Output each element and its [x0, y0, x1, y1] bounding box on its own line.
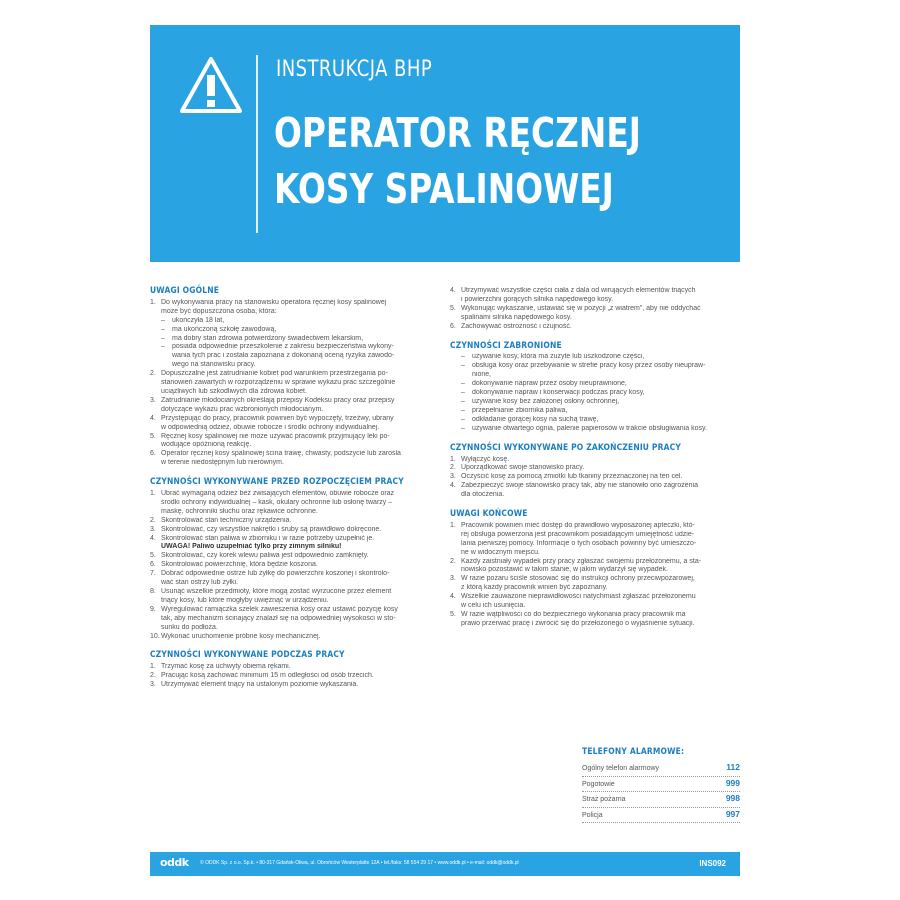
- item-dash: –: [461, 415, 465, 423]
- sub-item: [150, 326, 440, 335]
- warning-triangle-icon: [178, 55, 244, 115]
- item-text: Wykonać uruchomienie próbne kosy mechanicznej.: [161, 632, 321, 640]
- item-text: W razie pożaru ściśle stosować się do instrukcji ochrony przeciwpożarowej,: [461, 575, 695, 583]
- sub-item: [150, 317, 440, 326]
- item-text: może być dopuszczona osoba, która:: [161, 307, 277, 315]
- list-item: [450, 287, 740, 296]
- sub-item-continuation: [150, 352, 440, 361]
- item-number: 8.: [150, 588, 156, 595]
- item-text: w celu ich usunięcia.: [461, 602, 526, 610]
- item-number: 2.: [150, 516, 156, 524]
- list-item: [150, 663, 440, 672]
- phone-label: Policja: [582, 811, 603, 819]
- list-item: [150, 588, 440, 597]
- phone-row: [582, 777, 740, 793]
- section-uwagi-ogolne: [150, 287, 440, 468]
- item-text: Operator ręcznej kosy spalinowej ścina trawę, chwasty, podszycie lub zarośla: [161, 450, 401, 458]
- item-text: Trzymać kosę za uchwyty obiema rękami.: [161, 663, 291, 671]
- item-text: Skontrolować, czy korek wlewu paliwa jest odpowiednio zamknięty.: [161, 552, 369, 560]
- section-heading: UWAGI KOŃCOWE: [450, 509, 528, 520]
- title-line-2: KOSY SPALINOWEJ: [274, 165, 614, 213]
- item-text: z którą każdy pracownik winien być zapoznany.: [461, 584, 608, 592]
- section-podczas-pracy: [150, 651, 440, 690]
- footer-contact: © ODDK Sp. z o.o. Sp.k. • 80-317 Gdańsk-Oliwa, ul. Obrońców Westerplatte 12A • tel./faks: 58 554 29 17 • www.oddk.pl • e-mail: oddk@oddk.pl: [200, 860, 519, 866]
- item-text: dokonywanie napraw i konserwacji podczas pracy kosy,: [472, 389, 645, 397]
- item-text: Zabezpieczyć swoje stanowisko pracy tak, aby nie stanowiło ono zagrożenia: [461, 482, 698, 490]
- item-number: 3.: [150, 525, 156, 533]
- header-divider: [256, 55, 258, 233]
- item-text: stanowień zawartych w rozporządzeniu w sprawie wykazu prac szczególnie: [161, 379, 396, 387]
- item-dash: –: [461, 424, 465, 432]
- item-text: prawo przerwać pracę i zwrócić się do przełożonego o wyjaśnienie sytuacji.: [461, 619, 695, 627]
- warning-note: [150, 543, 440, 552]
- sub-item: [450, 398, 740, 407]
- item-number: 2.: [150, 672, 156, 680]
- document-code: INS092: [699, 859, 726, 868]
- item-continuation: [150, 499, 440, 508]
- item-number: 1.: [450, 455, 456, 463]
- item-continuation: [150, 579, 440, 588]
- item-dash: –: [461, 397, 465, 405]
- list-item: [450, 558, 740, 567]
- item-text: Pracując kosą zachować minimum 15 m odległości od osób trzecich.: [161, 672, 374, 680]
- item-text: Wyregulować ramiączka szelek zawieszenia kosy oraz ustawić pozycję kosy: [161, 605, 398, 613]
- sub-item: [450, 353, 740, 362]
- item-text: dotyczące wykazu prac wzbronionych młodocianym.: [161, 405, 324, 413]
- item-continuation: [450, 566, 740, 575]
- item-text: Utrzymywać wszystkie części ciała z dala od wirujących elementów tnących: [461, 287, 696, 294]
- sub-item: [450, 416, 740, 425]
- sub-item: [450, 425, 740, 434]
- item-continuation: [150, 597, 440, 606]
- list-item: [150, 633, 440, 642]
- item-continuation: [450, 549, 740, 558]
- phone-number: 999: [725, 777, 740, 788]
- item-text: rej obsługa powierzona jest pracownikom posiadającym umiejętność udzie-: [461, 530, 695, 538]
- sub-item-continuation: [150, 361, 440, 370]
- item-number: 3.: [150, 681, 156, 689]
- item-number: 4.: [450, 287, 456, 294]
- item-text: używanie otwartego ognia, palenie papierosów w trakcie obsługiwania kosy.: [472, 424, 707, 432]
- list-item: [450, 611, 740, 620]
- item-text: lania pierwszej pomocy. Informacje o tych osobach powinny być umieszczo-: [461, 539, 697, 547]
- section-uwagi-koncowe: [450, 510, 740, 629]
- item-number: 5.: [150, 552, 156, 560]
- phone-number: 998: [725, 793, 740, 803]
- item-text: Usunąć wszelkie przedmioty, które mogą zostać wyrzucone przez element: [161, 588, 392, 595]
- left-column: [150, 287, 440, 700]
- item-continuation: [450, 296, 740, 305]
- sub-item: [150, 343, 440, 352]
- list-item: [150, 561, 440, 570]
- phone-number: 997: [725, 808, 740, 819]
- item-dash: –: [461, 362, 465, 370]
- item-text: Przystępując do pracy, pracownik powinien być wypoczęty, trzeźwy, ubrany: [161, 414, 394, 422]
- item-dash: –: [161, 343, 165, 351]
- sub-item: [450, 407, 740, 416]
- list-item: [150, 672, 440, 681]
- phone-row: [582, 761, 740, 777]
- item-text: przepełnianie zbiornika paliwa,: [472, 406, 568, 414]
- list-item: [150, 535, 440, 544]
- list-item: [450, 456, 740, 465]
- section-heading: UWAGI OGÓLNE: [150, 286, 220, 296]
- phone-label: Ogólny telefon alarmowy: [582, 765, 660, 772]
- item-continuation: [450, 314, 740, 323]
- list-item: [450, 464, 740, 473]
- item-number: 4.: [450, 482, 456, 490]
- item-text: ne w widocznym miejscu.: [461, 548, 540, 556]
- document-type: INSTRUKCJA BHP: [276, 57, 433, 82]
- item-dash: –: [161, 325, 165, 333]
- list-item: [150, 450, 440, 459]
- sub-item: [450, 362, 740, 371]
- item-number: 2.: [450, 557, 456, 565]
- item-text: maskę, ochronniki słuchu oraz rękawice ochronne.: [161, 507, 318, 515]
- item-continuation: [450, 620, 740, 629]
- list-item: [150, 370, 440, 379]
- item-text: Do wykonywania pracy na stanowisku operatora ręcznej kosy spalinowej: [161, 298, 387, 306]
- list-item: [450, 305, 740, 314]
- list-item: [150, 570, 440, 579]
- list-item: [150, 397, 440, 406]
- item-number: 5.: [450, 611, 456, 618]
- item-continuation: [150, 406, 440, 415]
- phone-number: 112: [726, 762, 740, 772]
- company-logo: oddk: [160, 856, 189, 869]
- item-dash: –: [161, 334, 165, 342]
- item-text: wego na stanowisku pracy.: [172, 361, 256, 369]
- item-number: 4.: [150, 414, 156, 422]
- list-item: [150, 517, 440, 526]
- list-item: [450, 323, 740, 332]
- item-number: 5.: [150, 432, 156, 440]
- item-continuation: [450, 491, 740, 500]
- item-text: w odpowiednią odzież, obuwie robocze i środki ochrony indywidualnej.: [161, 423, 380, 431]
- item-text: Uporządkować swoje stanowisko pracy.: [461, 464, 585, 472]
- section-po-pracy: [450, 444, 740, 500]
- item-text: Dopuszczalne jest zatrudnianie kobiet pod warunkiem przestrzegania po-: [161, 370, 388, 378]
- item-dash: –: [461, 406, 465, 414]
- item-continuation: [150, 508, 440, 517]
- item-text: w terenie niedostępnym lub nierównym.: [161, 459, 284, 467]
- item-continuation: [150, 424, 440, 433]
- item-continuation: [450, 540, 740, 549]
- item-number: 1.: [150, 298, 156, 306]
- item-text: Zachowywać ostrożność i czujność.: [461, 322, 572, 330]
- item-text: W razie wątpliwości co do bezpiecznego wykonania pracy pracownik ma: [461, 611, 686, 618]
- emergency-phones: [582, 747, 740, 823]
- item-text: ma dobry stan zdrowia potwierdzony świadectwem lekarskim,: [172, 334, 364, 342]
- sub-item: [450, 389, 740, 398]
- list-item: [450, 482, 740, 491]
- item-text: Dobrać odpowiednie ostrze lub żyłkę do powierzchni koszonej i skontrolo-: [161, 570, 390, 578]
- list-item: [150, 433, 440, 442]
- item-text: używanie kosy, która ma zużyte lub uszkodzone części,: [472, 353, 645, 361]
- item-text: ukończyła 18 lat,: [172, 316, 225, 324]
- item-text: ma ukończoną szkołę zawodową,: [172, 325, 277, 333]
- section-heading: CZYNNOŚCI WYKONYWANE PODCZAS PRACY: [150, 650, 345, 661]
- item-number: 1.: [150, 663, 156, 671]
- item-continuation: [150, 308, 440, 317]
- item-text: Zatrudnianie młodocianych określają przepisy Kodeksu pracy oraz przepisy: [161, 396, 395, 404]
- phone-label: Pogotowie: [582, 780, 615, 788]
- item-number: 4.: [450, 593, 456, 601]
- phone-label: Straż pożarna: [582, 796, 626, 803]
- item-text: Utrzymywać element tnący na ustalonym poziomie wykaszania.: [161, 681, 359, 689]
- item-text: Pracownik powinien mieć dostęp do prawidłowo wyposażonej apteczki, któ-: [461, 521, 695, 529]
- section-zabronione: [450, 342, 740, 434]
- list-item: [150, 526, 440, 535]
- section-przed-praca: [150, 478, 440, 641]
- list-item: [150, 681, 440, 690]
- item-dash: –: [161, 316, 165, 324]
- sub-item: [150, 335, 440, 344]
- item-text: Wykonując wykaszanie, ustawiać się w pozycji „z wiatrem”, aby nie oddychać: [461, 304, 701, 312]
- item-text: Skontrolować, czy wszystkie nakrętki i śruby są prawidłowo dokręcone.: [161, 525, 382, 533]
- item-continuation: [150, 624, 440, 633]
- item-text: tnący kosy, lub które mogłyby uwięznąć w urządzeniu.: [161, 596, 329, 604]
- list-item: [150, 299, 440, 308]
- item-continuation: [150, 379, 440, 388]
- phones-heading: TELEFONY ALARMOWE:: [582, 747, 685, 757]
- title-line-1: OPERATOR RĘCZNEJ: [274, 109, 641, 157]
- item-text: Skontrolować powierzchnię, która będzie koszona.: [161, 561, 318, 569]
- item-number: 3.: [450, 473, 456, 481]
- item-text: Wszelkie zauważone nieprawidłowości natychmiast zgłaszać przełożonemu: [461, 593, 696, 601]
- item-text: Każdy zaistniały wypadek przy pracy zgłaszać swojemu przełożonemu, a sta-: [461, 557, 702, 565]
- item-continuation: [150, 459, 440, 468]
- item-continuation: [150, 388, 440, 397]
- list-item: [150, 415, 440, 424]
- item-continuation: [450, 531, 740, 540]
- list-item: [150, 606, 440, 615]
- page-title: [274, 105, 641, 217]
- item-number: 2.: [450, 464, 456, 472]
- item-text: wać stan ostrzy lub żyłki.: [161, 579, 239, 587]
- item-number: 2.: [150, 370, 156, 378]
- sub-item-continuation: [450, 371, 740, 380]
- item-dash: –: [461, 353, 465, 361]
- item-number: 3.: [450, 575, 456, 583]
- item-number: 7.: [150, 570, 156, 578]
- item-text: nowisko pozostawić w takim stanie, w jakim wydarzył się wypadek.: [461, 566, 668, 574]
- list-item: [150, 552, 440, 561]
- item-number: 6.: [150, 561, 156, 569]
- item-text: środki ochrony indywidualnej – kask, okulary ochronne lub osłonę twarzy –: [161, 498, 393, 506]
- item-text: UWAGA! Paliwo uzupełniać tylko przy zimnym silniku!: [161, 543, 342, 551]
- item-number: 6.: [450, 322, 456, 330]
- item-text: wodujące opóźnioną reakcję.: [161, 441, 252, 449]
- item-text: tak, aby mechanizm ścinający znalazł się na odpowiedniej wysokości w sto-: [161, 614, 396, 622]
- section-heading: CZYNNOŚCI WYKONYWANE PO ZAKOŃCZENIU PRACY: [450, 442, 681, 453]
- item-number: 5.: [450, 304, 456, 312]
- item-text: nione,: [472, 371, 492, 379]
- item-text: Ubrać wymaganą odzież bez zwisających elementów, obuwie robocze oraz: [161, 490, 395, 498]
- item-text: i powierzchni gorących silnika napędowego kosy.: [461, 295, 614, 303]
- list-item: [450, 593, 740, 602]
- header-banner: [150, 25, 740, 262]
- phone-row: [582, 808, 740, 824]
- item-text: Skontrolować stan techniczny urządzenia.: [161, 516, 292, 524]
- section-heading: CZYNNOŚCI ZABRONIONE: [450, 340, 562, 351]
- footer-bar: [150, 852, 740, 876]
- section-podczas-pracy-continued: [450, 287, 740, 332]
- list-item: [450, 473, 740, 482]
- item-text: używanie kosy bez założonej osłony ochronnej,: [472, 397, 620, 405]
- item-number: 4.: [150, 534, 156, 542]
- item-text: Wyłączyć kosę.: [461, 455, 510, 463]
- item-text: sunku do podłoża.: [161, 623, 218, 631]
- item-text: odkładanie gorącej kosy na suchą trawę,: [472, 415, 599, 423]
- item-text: dla otoczenia.: [461, 491, 505, 499]
- list-item: [150, 490, 440, 499]
- list-item: [450, 575, 740, 584]
- item-number: 6.: [150, 450, 156, 458]
- item-text: Skontrolować stan paliwa w zbiorniku i w razie potrzeby uzupełnić je.: [161, 534, 375, 542]
- item-number: 9.: [150, 605, 156, 613]
- item-dash: –: [461, 389, 465, 397]
- item-text: Oczyścić kosę za pomocą zmiotki lub tkaniny przeznaczonej na ten cel.: [461, 473, 683, 481]
- item-continuation: [150, 441, 440, 450]
- item-number: 3.: [150, 396, 156, 404]
- item-text: obsługa kosy oraz przebywanie w strefie pracy kosy przez osoby nieupraw-: [472, 362, 706, 370]
- section-heading: CZYNNOŚCI WYKONYWANE PRZED ROZPOCZĘCIEM PRACY: [150, 477, 404, 488]
- item-continuation: [450, 602, 740, 611]
- right-column: [450, 287, 740, 639]
- item-continuation: [150, 615, 440, 624]
- instruction-sheet: [150, 25, 740, 880]
- sub-item: [450, 380, 740, 389]
- list-item: [450, 522, 740, 531]
- item-dash: –: [461, 380, 465, 388]
- item-text: dokonywanie napraw przez osoby nieuprawnione,: [472, 380, 627, 388]
- item-text: spalinami silnika napędowego kosy.: [461, 313, 572, 321]
- item-continuation: [450, 584, 740, 593]
- item-text: wania tych prac i została zapoznana z dokonaną oceną ryzyka zawodo-: [172, 352, 395, 360]
- item-text: posiada odpowiednie przeszkolenie z zakresu bezpieczeństwa wykony-: [172, 343, 394, 351]
- item-text: uciążliwych lub szkodliwych dla zdrowia kobiet.: [161, 387, 307, 395]
- item-number: 1.: [150, 490, 156, 498]
- item-number: 1.: [450, 521, 456, 529]
- phone-row: [582, 792, 740, 808]
- item-text: Ręcznej kosy spalinowej nie może używać pracownik przyjmujący leki po-: [161, 432, 390, 440]
- item-number: 10.: [150, 632, 160, 640]
